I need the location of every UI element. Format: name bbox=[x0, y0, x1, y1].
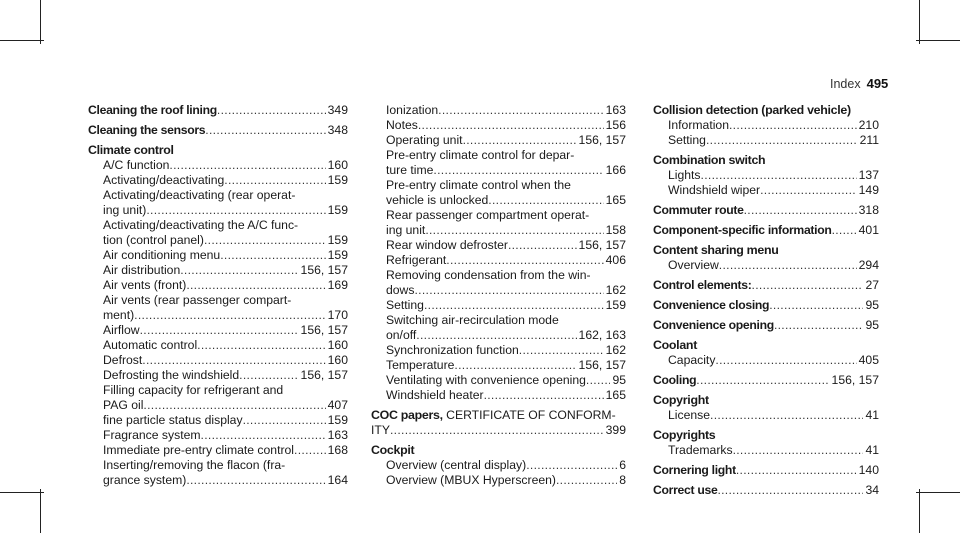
entry-label: Ventilating with convenience opening bbox=[386, 373, 586, 387]
page-reference: 159 bbox=[327, 248, 348, 262]
page-reference: 149 bbox=[858, 183, 879, 197]
entry-heading: Component-specific information bbox=[653, 223, 832, 237]
crop-mark bbox=[916, 492, 960, 493]
entry-label: grance system) bbox=[103, 473, 187, 487]
dot-leader bbox=[205, 123, 325, 138]
entry-label: Pre-entry climate control for depar- bbox=[386, 148, 575, 162]
page-reference: 162, 163 bbox=[578, 328, 626, 342]
dot-leader bbox=[710, 408, 863, 423]
index-column-2 bbox=[371, 103, 626, 493]
crop-mark bbox=[0, 492, 44, 493]
index-line bbox=[653, 443, 879, 458]
dot-leader bbox=[463, 133, 577, 148]
dot-leader bbox=[186, 278, 325, 293]
page-number: 495 bbox=[866, 76, 889, 91]
index-line bbox=[371, 328, 626, 343]
page-reference: 318 bbox=[858, 203, 879, 217]
dot-leader bbox=[424, 298, 604, 313]
page-reference: 166 bbox=[605, 163, 626, 177]
index-line bbox=[653, 183, 879, 198]
index-line bbox=[88, 413, 348, 428]
entry-label: Rear passenger compartment operat- bbox=[386, 208, 590, 222]
entry-label: Rear window defroster bbox=[386, 238, 508, 252]
entry-label: Activating/deactivating the A/C func- bbox=[103, 218, 299, 232]
index-line bbox=[653, 223, 879, 238]
index-line bbox=[653, 203, 879, 218]
entry-label: Air vents (front) bbox=[103, 278, 187, 292]
page-reference: 406 bbox=[605, 253, 626, 267]
entry-heading: Convenience opening bbox=[653, 318, 774, 332]
page-reference: 34 bbox=[865, 483, 879, 497]
entry-label: Overview (MBUX Hyperscreen) bbox=[386, 473, 556, 487]
dot-leader bbox=[715, 353, 856, 368]
index-line bbox=[371, 103, 626, 118]
entry-label: Temperature bbox=[386, 358, 455, 372]
page-header bbox=[830, 76, 888, 91]
dot-leader bbox=[508, 238, 577, 253]
index-line bbox=[371, 253, 626, 268]
index-line bbox=[653, 408, 879, 423]
entry-label: Windshield wiper bbox=[668, 183, 761, 197]
entry-heading: COC papers, bbox=[371, 408, 443, 422]
entry-label: vehicle is unlocked bbox=[386, 193, 489, 207]
dot-leader bbox=[142, 353, 325, 368]
entry-label: Windshield heater bbox=[386, 388, 484, 402]
crop-mark bbox=[916, 40, 960, 41]
index-entry bbox=[653, 153, 879, 198]
entry-label: PAG oil bbox=[103, 398, 144, 412]
dot-leader bbox=[719, 258, 857, 273]
page-reference: 41 bbox=[865, 408, 879, 422]
index-line bbox=[88, 398, 348, 413]
dot-leader bbox=[180, 263, 298, 278]
page-reference: 407 bbox=[327, 398, 348, 412]
index-line bbox=[653, 483, 879, 498]
index-line bbox=[371, 423, 626, 438]
entry-heading: Collision detection (parked vehicle) bbox=[653, 103, 851, 117]
index-line bbox=[88, 233, 348, 248]
entry-label: Air conditioning menu bbox=[103, 248, 221, 262]
entry-heading: Cornering light bbox=[653, 463, 736, 477]
page-reference: 348 bbox=[327, 123, 348, 137]
entry-label: Airflow bbox=[103, 323, 140, 337]
index-entry bbox=[371, 443, 626, 488]
dot-leader bbox=[769, 298, 863, 313]
index-entry bbox=[653, 298, 879, 313]
page-reference: 156, 157 bbox=[578, 133, 626, 147]
dot-leader bbox=[433, 163, 603, 178]
index-line bbox=[371, 373, 626, 388]
page-reference: 163 bbox=[327, 428, 348, 442]
page-reference: 41 bbox=[865, 443, 879, 457]
index-line bbox=[371, 408, 626, 423]
page-reference: 156, 157 bbox=[300, 368, 348, 382]
entry-label: fine particle status display bbox=[103, 413, 243, 427]
index-entry bbox=[653, 318, 879, 333]
entry-label: Filling capacity for refrigerant and bbox=[103, 383, 284, 397]
crop-mark bbox=[40, 489, 41, 533]
entry-label: ture time bbox=[386, 163, 434, 177]
index-line bbox=[371, 238, 626, 253]
entry-label: Setting bbox=[668, 133, 706, 147]
entry-heading: Copyright bbox=[653, 393, 709, 407]
crop-mark bbox=[919, 0, 920, 44]
dot-leader bbox=[519, 343, 604, 358]
dot-leader bbox=[425, 223, 603, 238]
dot-leader bbox=[143, 398, 325, 413]
page-reference: 159 bbox=[327, 203, 348, 217]
index-line bbox=[371, 298, 626, 313]
index-line bbox=[653, 118, 879, 133]
index-line bbox=[88, 123, 348, 138]
index-line bbox=[371, 388, 626, 403]
page-reference: 168 bbox=[327, 443, 348, 457]
index-entry bbox=[653, 428, 879, 458]
dot-leader bbox=[446, 253, 603, 268]
dot-leader bbox=[752, 278, 864, 293]
dot-leader bbox=[217, 103, 326, 118]
page-reference: 158 bbox=[605, 223, 626, 237]
index-line bbox=[653, 298, 879, 313]
index-line bbox=[653, 318, 879, 333]
index-entry bbox=[653, 223, 879, 238]
dot-leader bbox=[438, 103, 603, 118]
page-reference: 160 bbox=[327, 158, 348, 172]
entry-label: Removing condensation from the win- bbox=[386, 268, 591, 282]
dot-leader bbox=[484, 388, 604, 403]
index-entry bbox=[653, 103, 879, 148]
entry-label: Information bbox=[668, 118, 729, 132]
entry-label: Overview (central display) bbox=[386, 458, 527, 472]
dot-leader bbox=[736, 463, 857, 478]
index-line bbox=[371, 473, 626, 488]
index-entry bbox=[653, 338, 879, 368]
dot-leader bbox=[204, 233, 326, 248]
index-line bbox=[88, 443, 348, 458]
entry-heading: Copyrights bbox=[653, 428, 716, 442]
dot-leader bbox=[706, 133, 858, 148]
page-reference: 156, 157 bbox=[300, 323, 348, 337]
dot-leader bbox=[134, 308, 326, 323]
index-column-1 bbox=[88, 103, 348, 493]
index-column-3 bbox=[653, 103, 879, 503]
entry-label: Defrost bbox=[103, 353, 143, 367]
page-reference: 399 bbox=[605, 423, 626, 437]
dot-leader bbox=[774, 318, 864, 333]
index-line bbox=[88, 263, 348, 278]
dot-leader bbox=[454, 358, 576, 373]
dot-leader bbox=[760, 183, 857, 198]
entry-label: Notes bbox=[386, 118, 418, 132]
entry-label: Overview bbox=[668, 258, 719, 272]
dot-leader bbox=[701, 168, 857, 183]
entry-heading: Content sharing menu bbox=[653, 243, 779, 257]
page-reference: 159 bbox=[605, 298, 626, 312]
entry-label: Refrigerant bbox=[386, 253, 447, 267]
page-reference: 156, 157 bbox=[300, 263, 348, 277]
entry-heading: Correct use bbox=[653, 483, 718, 497]
crop-mark bbox=[919, 489, 920, 533]
index-entry bbox=[653, 373, 879, 388]
index-entry bbox=[88, 143, 348, 488]
dot-leader bbox=[696, 373, 829, 388]
index-line bbox=[653, 463, 879, 478]
page-reference: 95 bbox=[865, 318, 879, 332]
entry-label: Pre-entry climate control when the bbox=[386, 178, 571, 192]
page-reference: 156 bbox=[605, 118, 626, 132]
index-line bbox=[88, 103, 348, 118]
entry-label: Inserting/removing the flacon (fra- bbox=[103, 458, 286, 472]
entry-label: Lights bbox=[668, 168, 701, 182]
entry-heading: Coolant bbox=[653, 338, 698, 352]
index-entry bbox=[371, 103, 626, 403]
entry-label: Air vents (rear passenger compart- bbox=[103, 293, 292, 307]
entry-heading: Convenience closing bbox=[653, 298, 770, 312]
dot-leader bbox=[733, 443, 864, 458]
entry-label: on/off bbox=[386, 328, 417, 342]
index-entry bbox=[653, 483, 879, 498]
index-line bbox=[653, 278, 879, 293]
index-line bbox=[371, 343, 626, 358]
entry-label: Switching air-recirculation mode bbox=[386, 313, 559, 327]
dot-leader bbox=[832, 223, 857, 238]
index-line bbox=[88, 278, 348, 293]
index-line bbox=[653, 373, 879, 388]
entry-label: Defrosting the windshield bbox=[103, 368, 240, 382]
entry-heading: Climate control bbox=[88, 143, 174, 157]
entry-label: ing unit) bbox=[103, 203, 147, 217]
index-line bbox=[653, 133, 879, 148]
index-line bbox=[88, 338, 348, 353]
entry-heading: Combination switch bbox=[653, 153, 766, 167]
entry-label: Automatic control bbox=[103, 338, 198, 352]
index-line bbox=[88, 428, 348, 443]
entry-heading: Cockpit bbox=[371, 443, 415, 457]
dot-leader bbox=[414, 283, 603, 298]
index-line bbox=[371, 163, 626, 178]
entry-label: Immediate pre-entry climate control bbox=[103, 443, 295, 457]
dot-leader bbox=[243, 413, 326, 428]
page-reference: 137 bbox=[858, 168, 879, 182]
dot-leader bbox=[169, 158, 325, 173]
dot-leader bbox=[390, 423, 604, 438]
page-reference: 156, 157 bbox=[578, 238, 626, 252]
index-line bbox=[88, 308, 348, 323]
page-reference: 405 bbox=[858, 353, 879, 367]
entry-label: A/C function bbox=[103, 158, 170, 172]
page-reference: 170 bbox=[327, 308, 348, 322]
dot-leader bbox=[526, 458, 617, 473]
index-entry bbox=[653, 203, 879, 218]
entry-label: Setting bbox=[386, 298, 424, 312]
entry-label: Synchronization function bbox=[386, 343, 519, 357]
index-line bbox=[88, 368, 348, 383]
index-line bbox=[88, 473, 348, 488]
page-reference: 156, 157 bbox=[578, 358, 626, 372]
index-entry bbox=[653, 463, 879, 478]
index-entry bbox=[88, 103, 348, 118]
entry-label: ing unit bbox=[386, 223, 426, 237]
index-line bbox=[88, 158, 348, 173]
page-reference: 294 bbox=[858, 258, 879, 272]
index-line bbox=[88, 323, 348, 338]
dot-leader bbox=[239, 368, 298, 383]
dot-leader bbox=[744, 203, 857, 218]
page-reference: 165 bbox=[605, 388, 626, 402]
dot-leader bbox=[220, 248, 325, 263]
page-reference: 210 bbox=[858, 118, 879, 132]
page-reference: 162 bbox=[605, 343, 626, 357]
index-line bbox=[653, 258, 879, 273]
entry-label: Activating/deactivating bbox=[103, 173, 225, 187]
page-reference: 162 bbox=[605, 283, 626, 297]
entry-label: Operating unit bbox=[386, 133, 463, 147]
index-line bbox=[88, 248, 348, 263]
index-line bbox=[371, 358, 626, 373]
dot-leader bbox=[586, 373, 611, 388]
page-reference: 159 bbox=[327, 233, 348, 247]
page-reference: 8 bbox=[619, 473, 626, 487]
entry-label: ITY bbox=[371, 423, 390, 437]
page-reference: 156, 157 bbox=[831, 373, 879, 387]
entry-label: Fragrance system bbox=[103, 428, 201, 442]
index-entry bbox=[653, 278, 879, 293]
page-reference: 95 bbox=[612, 373, 626, 387]
dot-leader bbox=[294, 443, 326, 458]
entry-heading: Cooling bbox=[653, 373, 697, 387]
page-reference: 165 bbox=[605, 193, 626, 207]
entry-label: dows bbox=[386, 283, 415, 297]
dot-leader bbox=[729, 118, 857, 133]
entry-heading: Control elements: bbox=[653, 278, 752, 292]
dot-leader bbox=[201, 428, 326, 443]
dot-leader bbox=[418, 118, 604, 133]
dot-leader bbox=[224, 173, 325, 188]
page-reference: 349 bbox=[327, 103, 348, 117]
page-reference: 401 bbox=[858, 223, 879, 237]
index-entry bbox=[88, 123, 348, 138]
index-entry bbox=[371, 408, 626, 438]
entry-label: CERTIFICATE OF CONFORM- bbox=[442, 408, 616, 422]
page-reference: 27 bbox=[865, 278, 879, 292]
entry-label: License bbox=[668, 408, 711, 422]
entry-heading: Cleaning the roof lining bbox=[88, 103, 217, 117]
entry-heading: Cleaning the sensors bbox=[88, 123, 206, 137]
page-reference: 163 bbox=[605, 103, 626, 117]
crop-mark bbox=[40, 0, 41, 44]
entry-label: Capacity bbox=[668, 353, 716, 367]
dot-leader bbox=[556, 473, 617, 488]
page-reference: 160 bbox=[327, 338, 348, 352]
page-reference: 140 bbox=[858, 463, 879, 477]
dot-leader bbox=[146, 203, 325, 218]
entry-heading: Commuter route bbox=[653, 203, 744, 217]
dot-leader bbox=[717, 483, 863, 498]
section-title: Index bbox=[830, 77, 861, 91]
dot-leader bbox=[140, 323, 299, 338]
index-line bbox=[371, 133, 626, 148]
page-reference: 6 bbox=[619, 458, 626, 472]
index-line bbox=[371, 193, 626, 208]
index-line bbox=[371, 458, 626, 473]
dot-leader bbox=[416, 328, 576, 343]
page-reference: 159 bbox=[327, 173, 348, 187]
page-reference: 169 bbox=[327, 278, 348, 292]
page-reference: 159 bbox=[327, 413, 348, 427]
page-reference: 211 bbox=[859, 133, 879, 147]
entry-label: Activating/deactivating (rear operat- bbox=[103, 188, 296, 202]
index-line bbox=[371, 118, 626, 133]
dot-leader bbox=[197, 338, 326, 353]
entry-label: Ionization bbox=[386, 103, 439, 117]
index-line bbox=[653, 168, 879, 183]
index-line bbox=[653, 353, 879, 368]
page-reference: 164 bbox=[327, 473, 348, 487]
page-reference: 95 bbox=[865, 298, 879, 312]
crop-mark bbox=[0, 40, 44, 41]
index-line bbox=[88, 353, 348, 368]
index-line bbox=[88, 173, 348, 188]
index-line bbox=[371, 223, 626, 238]
dot-leader bbox=[186, 473, 325, 488]
index-entry bbox=[653, 243, 879, 273]
index-line bbox=[371, 283, 626, 298]
dot-leader bbox=[488, 193, 603, 208]
entry-label: tion (control panel) bbox=[103, 233, 204, 247]
entry-label: ment) bbox=[103, 308, 135, 322]
index-line bbox=[88, 203, 348, 218]
entry-label: Trademarks bbox=[668, 443, 733, 457]
index-entry bbox=[653, 393, 879, 423]
entry-label: Air distribution bbox=[103, 263, 181, 277]
page-reference: 160 bbox=[327, 353, 348, 367]
